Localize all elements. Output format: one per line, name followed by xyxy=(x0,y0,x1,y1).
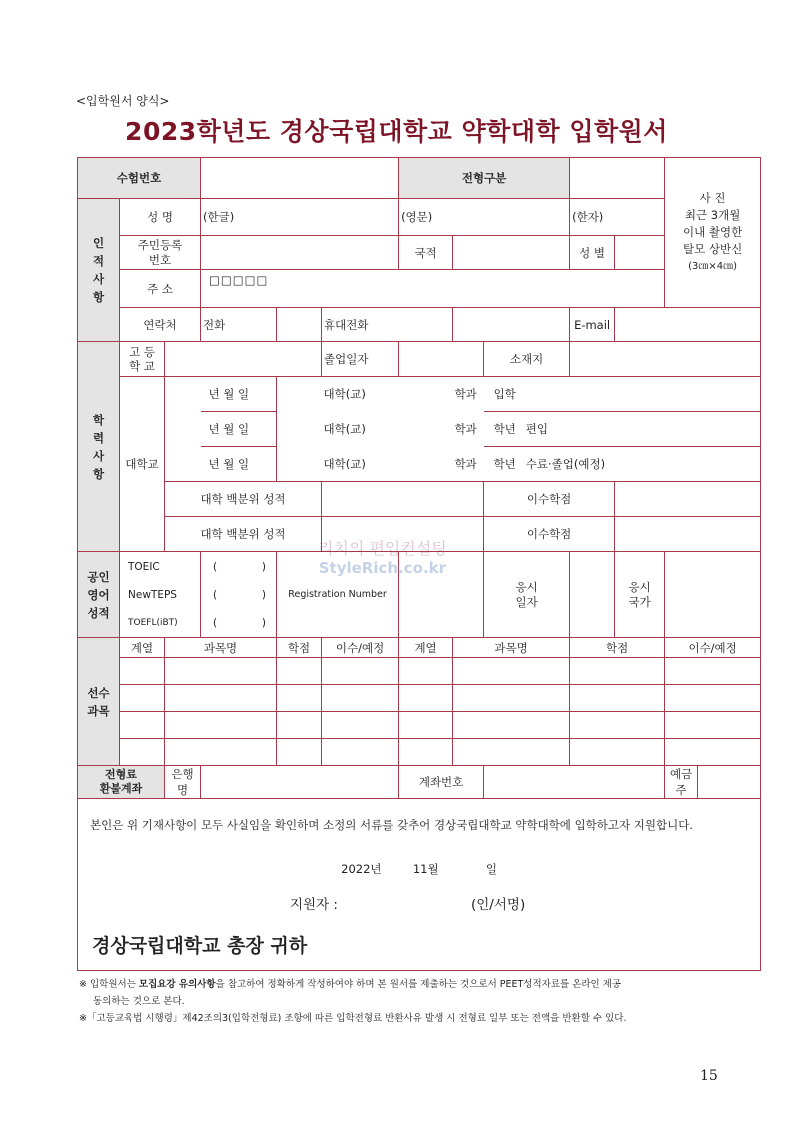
prereq-cell[interactable] xyxy=(665,685,761,712)
prereq-cell[interactable] xyxy=(120,739,165,766)
prereq-cell[interactable] xyxy=(399,739,453,766)
photo-text: 최근 3개월 xyxy=(684,208,741,222)
prereq-cell[interactable] xyxy=(665,712,761,739)
prereq-header: 과목명 xyxy=(453,638,570,658)
credits-label: 이수학점 xyxy=(484,482,615,517)
prereq-cell[interactable] xyxy=(165,739,277,766)
prereq-cell[interactable] xyxy=(570,712,665,739)
test-country-field[interactable] xyxy=(665,552,761,638)
hanja-label: (한자) xyxy=(572,210,604,224)
prereq-cell[interactable] xyxy=(570,685,665,712)
photo-size: (3㎝×4㎝) xyxy=(688,261,738,272)
dept-label: 학과 xyxy=(454,387,477,402)
prereq-cell[interactable] xyxy=(165,685,277,712)
refund-account-section: 전형료 환불계좌 xyxy=(78,766,165,799)
table-row xyxy=(78,712,761,739)
application-form-table xyxy=(77,157,761,971)
univ-suffix: 대학(교) xyxy=(323,387,366,402)
credits-field[interactable] xyxy=(615,482,761,517)
note-2: ※「고등교육법 시행령」제42조의3(입학전형료) 조항에 따른 입학전형료 반환사유 발생 시 전형료 일부 또는 전액을 반환할 수 있다. xyxy=(79,1013,627,1024)
graduation-date-label: 졸업일자 xyxy=(322,342,399,377)
exam-number-label: 수험번호 xyxy=(78,158,201,199)
admission-date[interactable]: 년 월 일 xyxy=(201,377,277,412)
prereq-cell[interactable] xyxy=(277,658,322,685)
english-test-labels: TOEIC NewTEPS TOEFL(iBT) xyxy=(120,552,201,638)
prereq-cell[interactable] xyxy=(453,685,570,712)
prereq-cell[interactable] xyxy=(399,712,453,739)
gender-field[interactable] xyxy=(615,236,670,270)
name-english-field[interactable] xyxy=(399,199,570,236)
prereq-cell[interactable] xyxy=(165,712,277,739)
education-section: 학 력 사 항 xyxy=(78,342,120,552)
admission-status[interactable]: 입학 xyxy=(484,377,761,412)
prereq-header: 계열 xyxy=(399,638,453,658)
email-field[interactable] xyxy=(615,308,761,342)
rrn-label: 주민등록 번호 xyxy=(120,236,201,270)
photo-text: 사 진 xyxy=(699,191,726,205)
watermark-line: 리치의 편입컨설팅 xyxy=(318,539,447,558)
univ-suffix: 대학(교) xyxy=(323,456,366,471)
prereq-cell[interactable] xyxy=(322,739,399,766)
english-label: (영문) xyxy=(401,210,433,224)
phone-label: 전화 xyxy=(201,308,277,342)
location-field[interactable] xyxy=(570,342,761,377)
english-score-section: 공인 영어 성적 xyxy=(78,552,120,638)
page-number: 15 xyxy=(700,1068,718,1084)
watermark-line: StyleRich.co.kr xyxy=(318,559,447,577)
table-row xyxy=(78,685,761,712)
signature-label[interactable]: (인/서명) xyxy=(471,897,526,913)
gender-label: 성 별 xyxy=(570,236,615,270)
test-date-field[interactable] xyxy=(570,552,615,638)
test-country-label: 응시 국가 xyxy=(615,552,665,638)
percentile-field[interactable] xyxy=(322,517,484,552)
prereq-cell[interactable] xyxy=(665,739,761,766)
prereq-cell[interactable] xyxy=(277,739,322,766)
prereq-header: 학점 xyxy=(277,638,322,658)
phone-field[interactable] xyxy=(277,308,322,342)
prereq-cell[interactable] xyxy=(165,658,277,685)
credits-field[interactable] xyxy=(615,517,761,552)
form-title: 2023학년도 경상국립대학교 약학대학 입학원서 xyxy=(125,117,668,146)
table-row xyxy=(78,658,761,685)
bank-field[interactable] xyxy=(201,766,399,799)
address-field[interactable] xyxy=(201,270,665,308)
transfer-date[interactable]: 년 월 일 xyxy=(201,412,277,447)
dept-label: 학과 xyxy=(454,456,477,471)
name-hanja-field[interactable] xyxy=(570,199,665,236)
application-date xyxy=(78,861,760,877)
english-score-fields[interactable]: ( ) ( ) ( ) xyxy=(201,552,277,638)
percentile-field[interactable] xyxy=(322,482,484,517)
nationality-label: 국적 xyxy=(399,236,453,270)
prereq-cell[interactable] xyxy=(120,658,165,685)
personal-info-section: 인 적 사 항 xyxy=(78,199,120,342)
prereq-cell[interactable] xyxy=(570,658,665,685)
prereq-cell[interactable] xyxy=(277,712,322,739)
univ-suffix: 대학(교) xyxy=(323,422,366,436)
prereq-cell[interactable] xyxy=(399,658,453,685)
form-label: <입학원서 양식> xyxy=(76,94,170,108)
exam-number-field[interactable] xyxy=(201,158,399,199)
prereq-cell[interactable] xyxy=(453,712,570,739)
nationality-field[interactable] xyxy=(453,236,570,270)
date-day[interactable]: 일 xyxy=(485,862,497,876)
photo-text: 이내 촬영한 xyxy=(683,225,743,239)
prereq-cell[interactable] xyxy=(120,685,165,712)
contact-label: 연락처 xyxy=(120,308,201,342)
prereq-header: 이수/예정 xyxy=(665,638,761,658)
note-1: ※ 입학원서는 모집요강 유의사항을 참고하여 정확하게 작성하여야 하며 본 원서를 제출하는 것으로서 PEET성적자료를 온라인 제공 xyxy=(79,979,622,990)
holder-field[interactable] xyxy=(698,766,761,799)
bank-label: 은행명 xyxy=(165,766,201,799)
notes xyxy=(79,976,719,1027)
account-field[interactable] xyxy=(484,766,665,799)
email-label: E-mail xyxy=(570,308,615,342)
high-school-label: 고 등 학 교 xyxy=(120,342,165,377)
declaration-text: 본인은 위 기재사항이 모두 사실임을 확인하며 소정의 서류를 갖추어 경상국립대학교 약학대학에 입학하고자 지원합니다. xyxy=(90,818,693,832)
note-1-continued: 동의하는 것으로 본다. xyxy=(93,996,185,1007)
declaration-area xyxy=(78,799,761,971)
prereq-cell[interactable] xyxy=(120,712,165,739)
date-month[interactable]: 11월 xyxy=(412,862,439,876)
prereq-header: 학점 xyxy=(570,638,665,658)
addressee: 경상국립대학교 총장 귀하 xyxy=(92,935,308,957)
mobile-field[interactable] xyxy=(453,308,570,342)
prereq-cell[interactable] xyxy=(322,712,399,739)
prereq-cell[interactable] xyxy=(665,658,761,685)
registration-number-field[interactable] xyxy=(399,552,484,638)
transfer-status[interactable]: 학년 편입 xyxy=(484,412,761,447)
prereq-header: 계열 xyxy=(120,638,165,658)
prereq-cell[interactable] xyxy=(453,739,570,766)
percentile-label: 대학 백분위 성적 xyxy=(165,517,322,552)
rrn-field[interactable] xyxy=(201,236,399,270)
admission-type-label: 전형구분 xyxy=(399,158,570,199)
prerequisite-section: 선수 과목 xyxy=(78,638,120,766)
photo-box[interactable] xyxy=(665,158,761,308)
prereq-cell[interactable] xyxy=(453,658,570,685)
name-korean-field[interactable] xyxy=(201,199,399,236)
graduation-status[interactable]: 학년 수료·졸업(예정) xyxy=(484,447,761,482)
graduation-date[interactable]: 년 월 일 xyxy=(201,447,277,482)
admission-type-field[interactable] xyxy=(570,158,665,199)
address-label: 주 소 xyxy=(120,270,201,308)
location-label: 소재지 xyxy=(484,342,570,377)
prereq-header: 과목명 xyxy=(165,638,277,658)
percentile-label: 대학 백분위 성적 xyxy=(165,482,322,517)
prereq-header: 이수/예정 xyxy=(322,638,399,658)
prereq-cell[interactable] xyxy=(277,685,322,712)
korean-label: (한글) xyxy=(203,210,235,224)
account-label: 계좌번호 xyxy=(399,766,484,799)
applicant-label: 지원자 : xyxy=(290,897,338,913)
high-school-field[interactable] xyxy=(165,342,322,377)
prereq-cell[interactable] xyxy=(570,739,665,766)
credits-label: 이수학점 xyxy=(484,517,615,552)
graduation-date-field[interactable] xyxy=(399,342,484,377)
photo-text: 탈모 상반신 xyxy=(683,242,743,256)
postal-code-boxes: □□□□□ xyxy=(209,273,269,287)
test-date-label: 응시 일자 xyxy=(484,552,570,638)
date-year: 2022년 xyxy=(341,862,382,876)
university-label: 대학교 xyxy=(120,377,165,552)
prereq-cell[interactable] xyxy=(322,658,399,685)
registration-number-label: Registration Number xyxy=(277,552,399,638)
mobile-label: 휴대전화 xyxy=(322,308,453,342)
prereq-cell[interactable] xyxy=(322,685,399,712)
name-label: 성 명 xyxy=(120,199,201,236)
table-row xyxy=(78,739,761,766)
holder-label: 예금주 xyxy=(665,766,698,799)
dept-label: 학과 xyxy=(454,422,477,436)
prereq-cell[interactable] xyxy=(399,685,453,712)
